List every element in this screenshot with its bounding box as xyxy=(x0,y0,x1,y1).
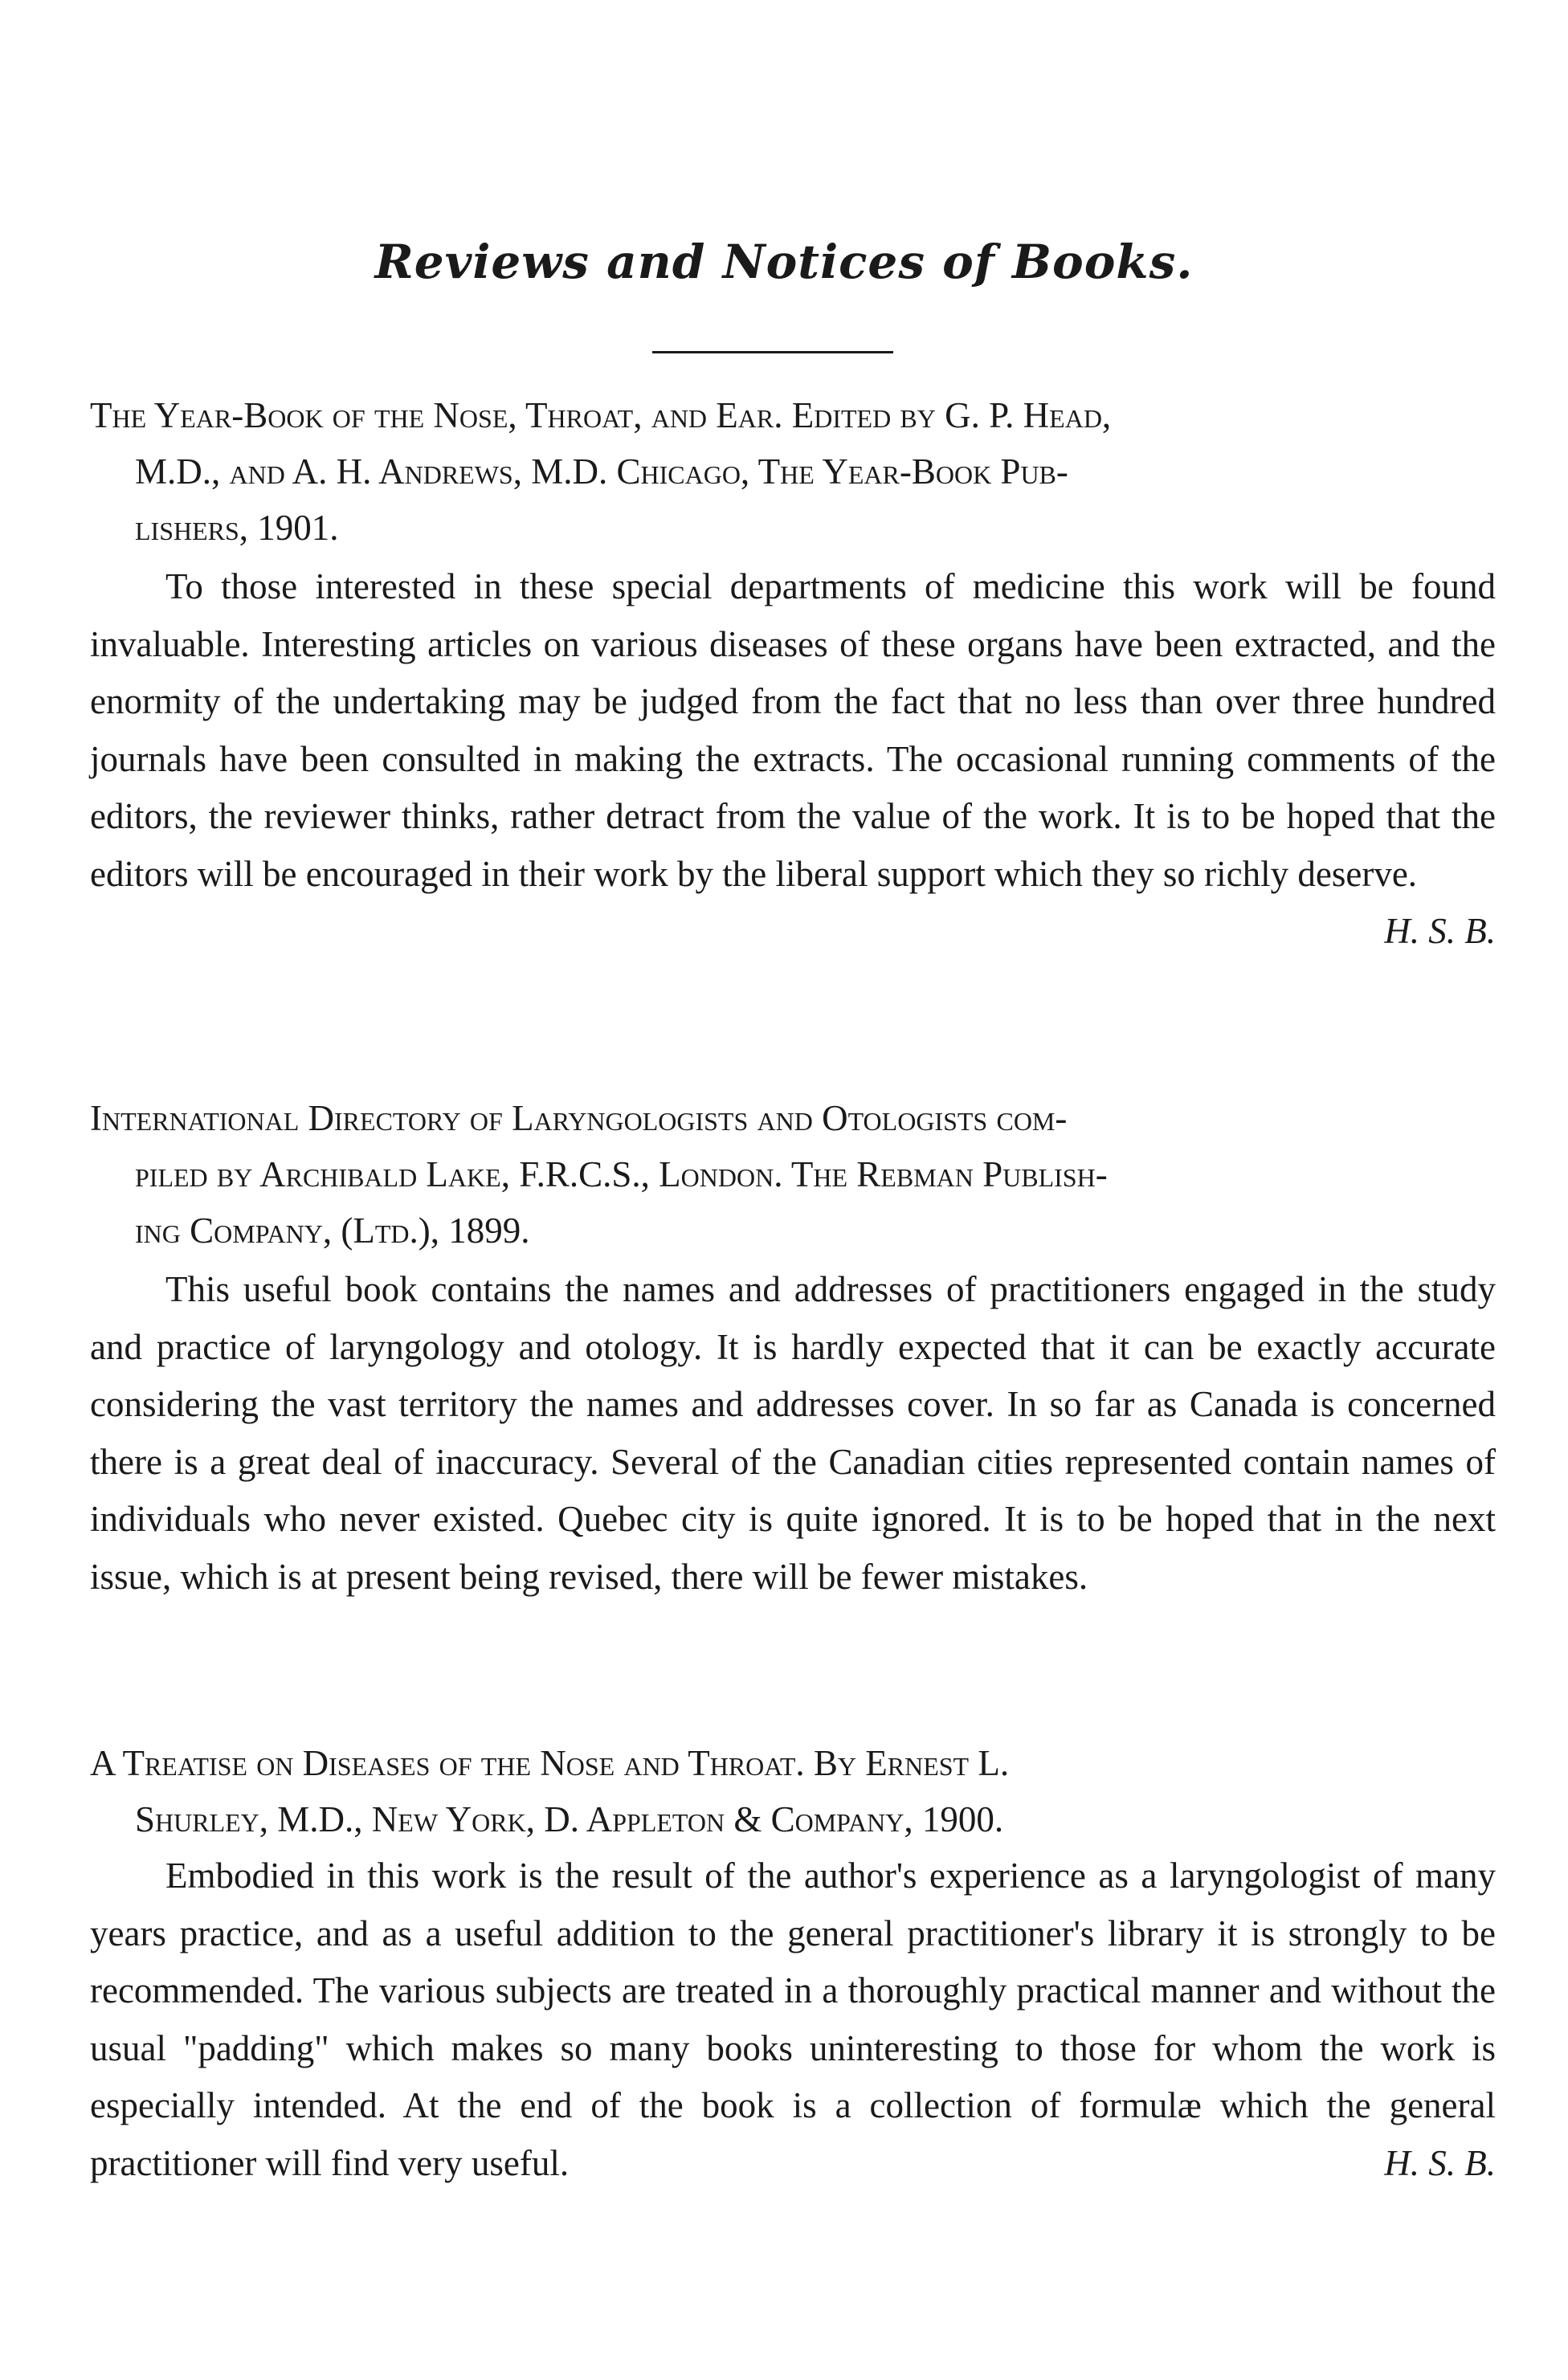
review-1-title-line-2: M.D., and A. H. Andrews, M.D. Chicago, The Year-Book Pub- xyxy=(135,451,1068,492)
review-2-title xyxy=(90,1090,1496,1259)
review-1-signature: H. S. B. xyxy=(1384,911,1496,951)
page-heading: Reviews and Notices of Books. xyxy=(374,235,1194,289)
review-1-title xyxy=(90,387,1496,556)
review-2-title-line-1: International Directory of Laryngologists and Otologists com- xyxy=(90,1098,1068,1138)
review-1-title-line-3: lishers, 1901. xyxy=(135,508,339,548)
review-1-body xyxy=(90,558,1496,961)
review-2-body xyxy=(90,1261,1496,1606)
review-3-signature: H. S. B. xyxy=(1384,2142,1496,2183)
review-3-title-line-1: A Treatise on Diseases of the Nose and Throat. By Ernest L. xyxy=(90,1743,1010,1783)
review-2-text: This useful book contains the names and addresses of practitioners engaged in the study and practice of laryngology and otology. It is hardly expected that it can be exactly accurate considering the vast territory the names and addresses cover. In so far as Canada is concerned there is a great deal of inaccuracy. Several of the Canadian cities represented contain names of individuals who never existed. Quebec city is quite ignored. It is to be hoped that in the next issue, which is at present being revised, there will be fewer mistakes. xyxy=(90,1269,1496,1597)
review-1-title-line-1: The Year-Book of the Nose, Throat, and Ear. Edited by G. P. Head, xyxy=(90,395,1112,435)
review-3-body xyxy=(90,1847,1496,2192)
review-3-title-line-2: Shurley, M.D., New York, D. Appleton & Company, 1900. xyxy=(135,1799,1004,1839)
review-1-text: To those interested in these special departments of medicine this work will be found invaluable. Interesting articles on various diseases of these organs have been extracted, and the enormity of the undertaking may be judged from the fact that no less than over three hundred journals have been consulted in making the extracts. The occasional running comments of the editors, the reviewer thinks, rather detract from the value of the work. It is to be hoped that the editors will be encouraged in their work by the liberal support which they so richly deserve. xyxy=(90,566,1496,894)
review-2-title-line-3: ing Company, (Ltd.), 1899. xyxy=(135,1210,530,1251)
heading-rule xyxy=(652,351,893,353)
review-3-text: Embodied in this work is the result of the author's experience as a laryngologist of many years practice, and as a useful addition to the general practitioner's library it is strongly to be recommended. The various subjects are treated in a thoroughly practical manner and without the usual "padding" which makes so many books uninteresting to those for whom the work is especially intended. At the end of the book is a collection of formulæ which the general practitioner will find very useful. xyxy=(90,1855,1496,2183)
review-3-title xyxy=(90,1735,1496,1847)
review-2-title-line-2: piled by Archibald Lake, F.R.C.S., London. The Rebman Publish- xyxy=(135,1154,1108,1194)
